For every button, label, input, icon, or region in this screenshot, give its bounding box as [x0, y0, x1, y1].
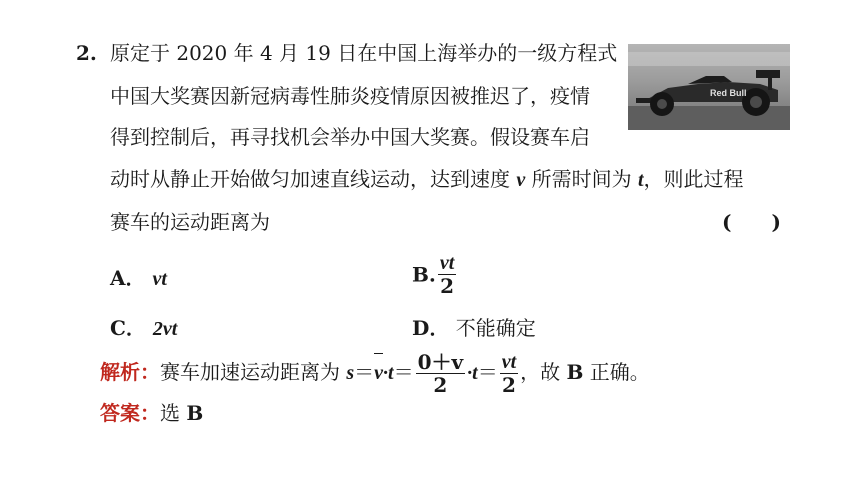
analysis-dot-t: ·t	[383, 362, 394, 384]
option-d-value: 不能确定	[455, 316, 536, 340]
analysis-fraction-2-den: 2	[501, 373, 516, 397]
option-c	[110, 315, 177, 342]
option-b-denominator: 2	[440, 274, 455, 298]
analysis-label: 解析：	[100, 360, 160, 384]
question-line-4-part-c: ，则此过程	[643, 167, 744, 191]
answer-label: 答案：	[100, 401, 160, 425]
question-line-4	[110, 166, 744, 193]
answer-bracket: ( )	[722, 210, 781, 234]
variable-t: t	[637, 169, 644, 191]
analysis-fraction-1-den: 2	[433, 373, 448, 397]
question-number: 2.	[76, 41, 97, 65]
race-car-illustration	[628, 44, 790, 130]
analysis-dot-t2: ·t	[467, 362, 478, 384]
analysis-v-bar: v	[374, 351, 383, 395]
analysis-fraction-1	[416, 351, 466, 396]
analysis-s: s	[346, 362, 355, 384]
question-line-2: 中国大奖赛因新冠病毒性肺炎疫情原因被推迟了，疫情	[110, 84, 590, 108]
option-b-fraction	[438, 252, 456, 297]
question-line-4-part-b: 所需时间为	[531, 167, 632, 191]
option-d	[412, 315, 536, 341]
question-line-1: 原定于 2020 年 4 月 19 日在中国上海举办的一级方程式	[110, 41, 618, 65]
option-c-label: C．	[110, 316, 146, 340]
analysis-text-c: 正确。	[589, 360, 650, 384]
answer-line	[100, 400, 203, 426]
option-a-label: A．	[110, 266, 146, 290]
car-livery-text: Red Bull	[710, 88, 747, 98]
analysis-eq2: ＝	[393, 360, 414, 384]
variable-v: v	[516, 169, 526, 191]
analysis-fraction-1-num: 0＋v	[417, 350, 464, 374]
option-b-numerator: vt	[439, 252, 455, 274]
race-car-photo	[628, 44, 790, 130]
option-a	[110, 265, 167, 292]
question-line-5: 赛车的运动距离为	[110, 210, 270, 234]
option-b-label: B.	[412, 262, 436, 287]
analysis-text-b: ，故	[520, 360, 561, 384]
analysis-fraction-2-num: vt	[501, 351, 517, 373]
analysis-text-a: 赛车加速运动距离为	[160, 360, 340, 384]
option-c-value: 2vt	[152, 318, 178, 340]
question-line-4-part-a: 动时从静止开始做匀加速直线运动，达到速度	[110, 167, 510, 191]
option-d-label: D．	[412, 316, 450, 340]
analysis-answer-letter: B	[566, 360, 584, 384]
analysis-line	[100, 350, 650, 396]
analysis-fraction-2	[500, 351, 518, 396]
answer-letter: B	[186, 401, 204, 425]
analysis-eq1: ＝	[354, 360, 375, 384]
option-a-value: vt	[152, 268, 167, 290]
question-line-3: 得到控制后，再寻找机会举办中国大奖赛。假设赛车启	[110, 125, 590, 149]
analysis-eq3: ＝	[477, 360, 498, 384]
answer-text: 选	[160, 401, 180, 425]
option-b	[412, 252, 458, 297]
